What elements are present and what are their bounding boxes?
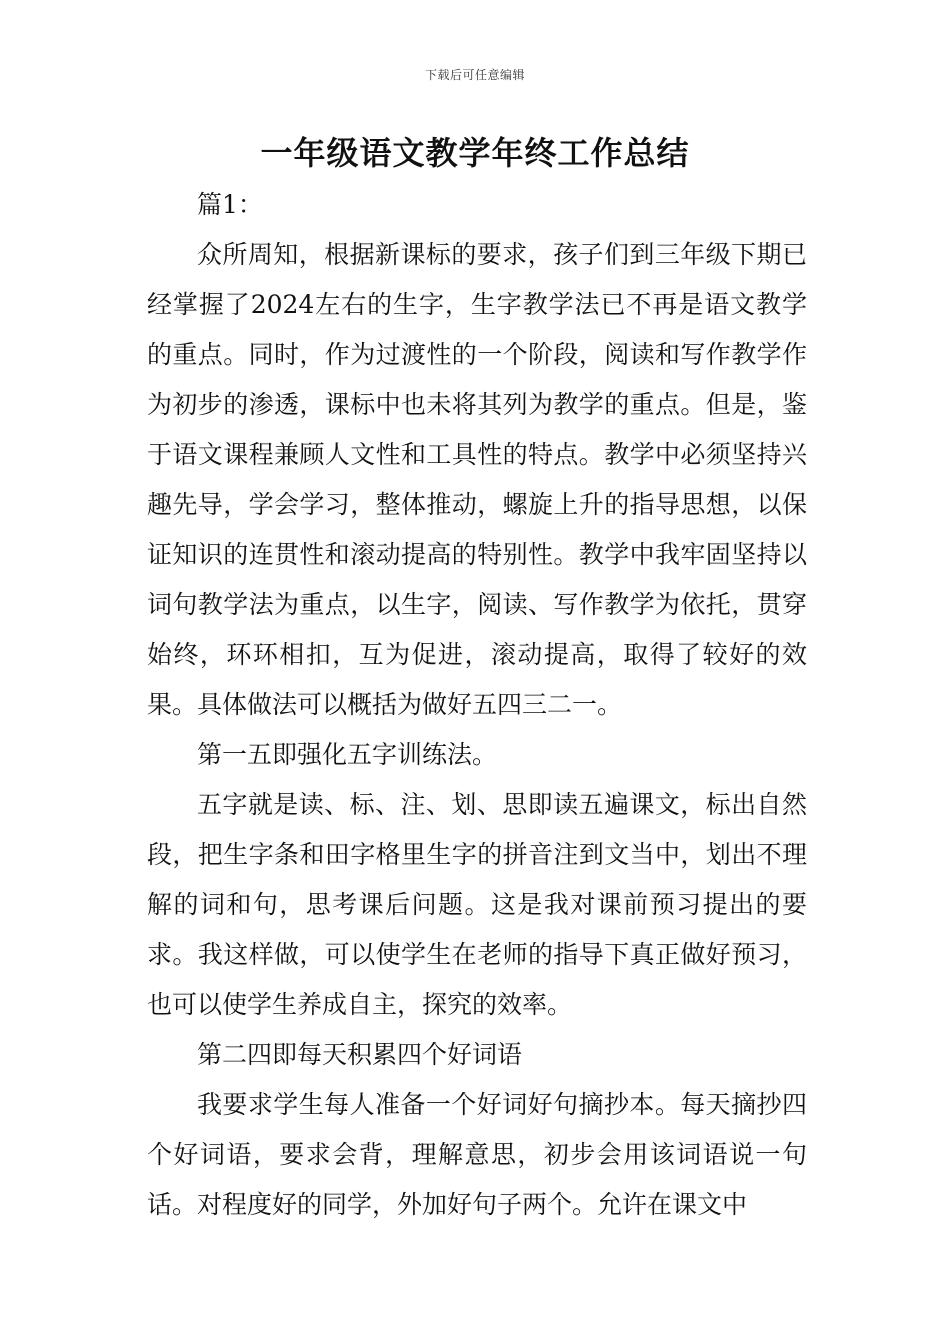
- header-note: 下载后可任意编辑: [424, 68, 525, 82]
- document-title: 一年级语文教学年终工作总结: [260, 134, 690, 172]
- paragraph: 五字就是读、标、注、划、思即读五遍课文，标出自然段，把生字条和田字格里生字的拼音注到文当中，划出不理解的词和句，思考课后问题。这是我对课前预习提出的要求。我这样做，可以使学生在老师的指导下真正做好预习，也可以使学生养成自主，探究的效率。: [147, 790, 807, 1019]
- document-body: [147, 180, 807, 1230]
- paragraph: 我要求学生每人准备一个好词好句摘抄本。每天摘抄四个好词语，要求会背，理解意思，初步会用该词语说一句话。对程度好的同学，外加好句子两个。允许在课文中: [147, 1090, 807, 1219]
- section-label: 篇1：: [197, 190, 263, 219]
- paragraph-heading: 第二四即每天积累四个好词语: [197, 1040, 523, 1069]
- paragraph: 众所周知，根据新课标的要求，孩子们到三年级下期已经掌握了2024左右的生字，生字教学法已不再是语文教学的重点。同时，作为过渡性的一个阶段，阅读和写作教学作为初步的渗透，课标中也未将其列为教学的重点。但是，鉴于语文课程兼顾人文性和工具性的特点。教学中必须坚持兴趣先导，学会学习，整体推动，螺旋上升的指导思想，以保证知识的连贯性和滚动提高的特别性。教学中我牢固坚持以词句教学法为重点，以生字，阅读、写作教学为依托，贯穿始终，环环相扣，互为促进，滚动提高，取得了较好的效果。具体做法可以概括为做好五四三二一。: [147, 240, 807, 719]
- paragraph-heading: 第一五即强化五字训练法。: [197, 740, 498, 769]
